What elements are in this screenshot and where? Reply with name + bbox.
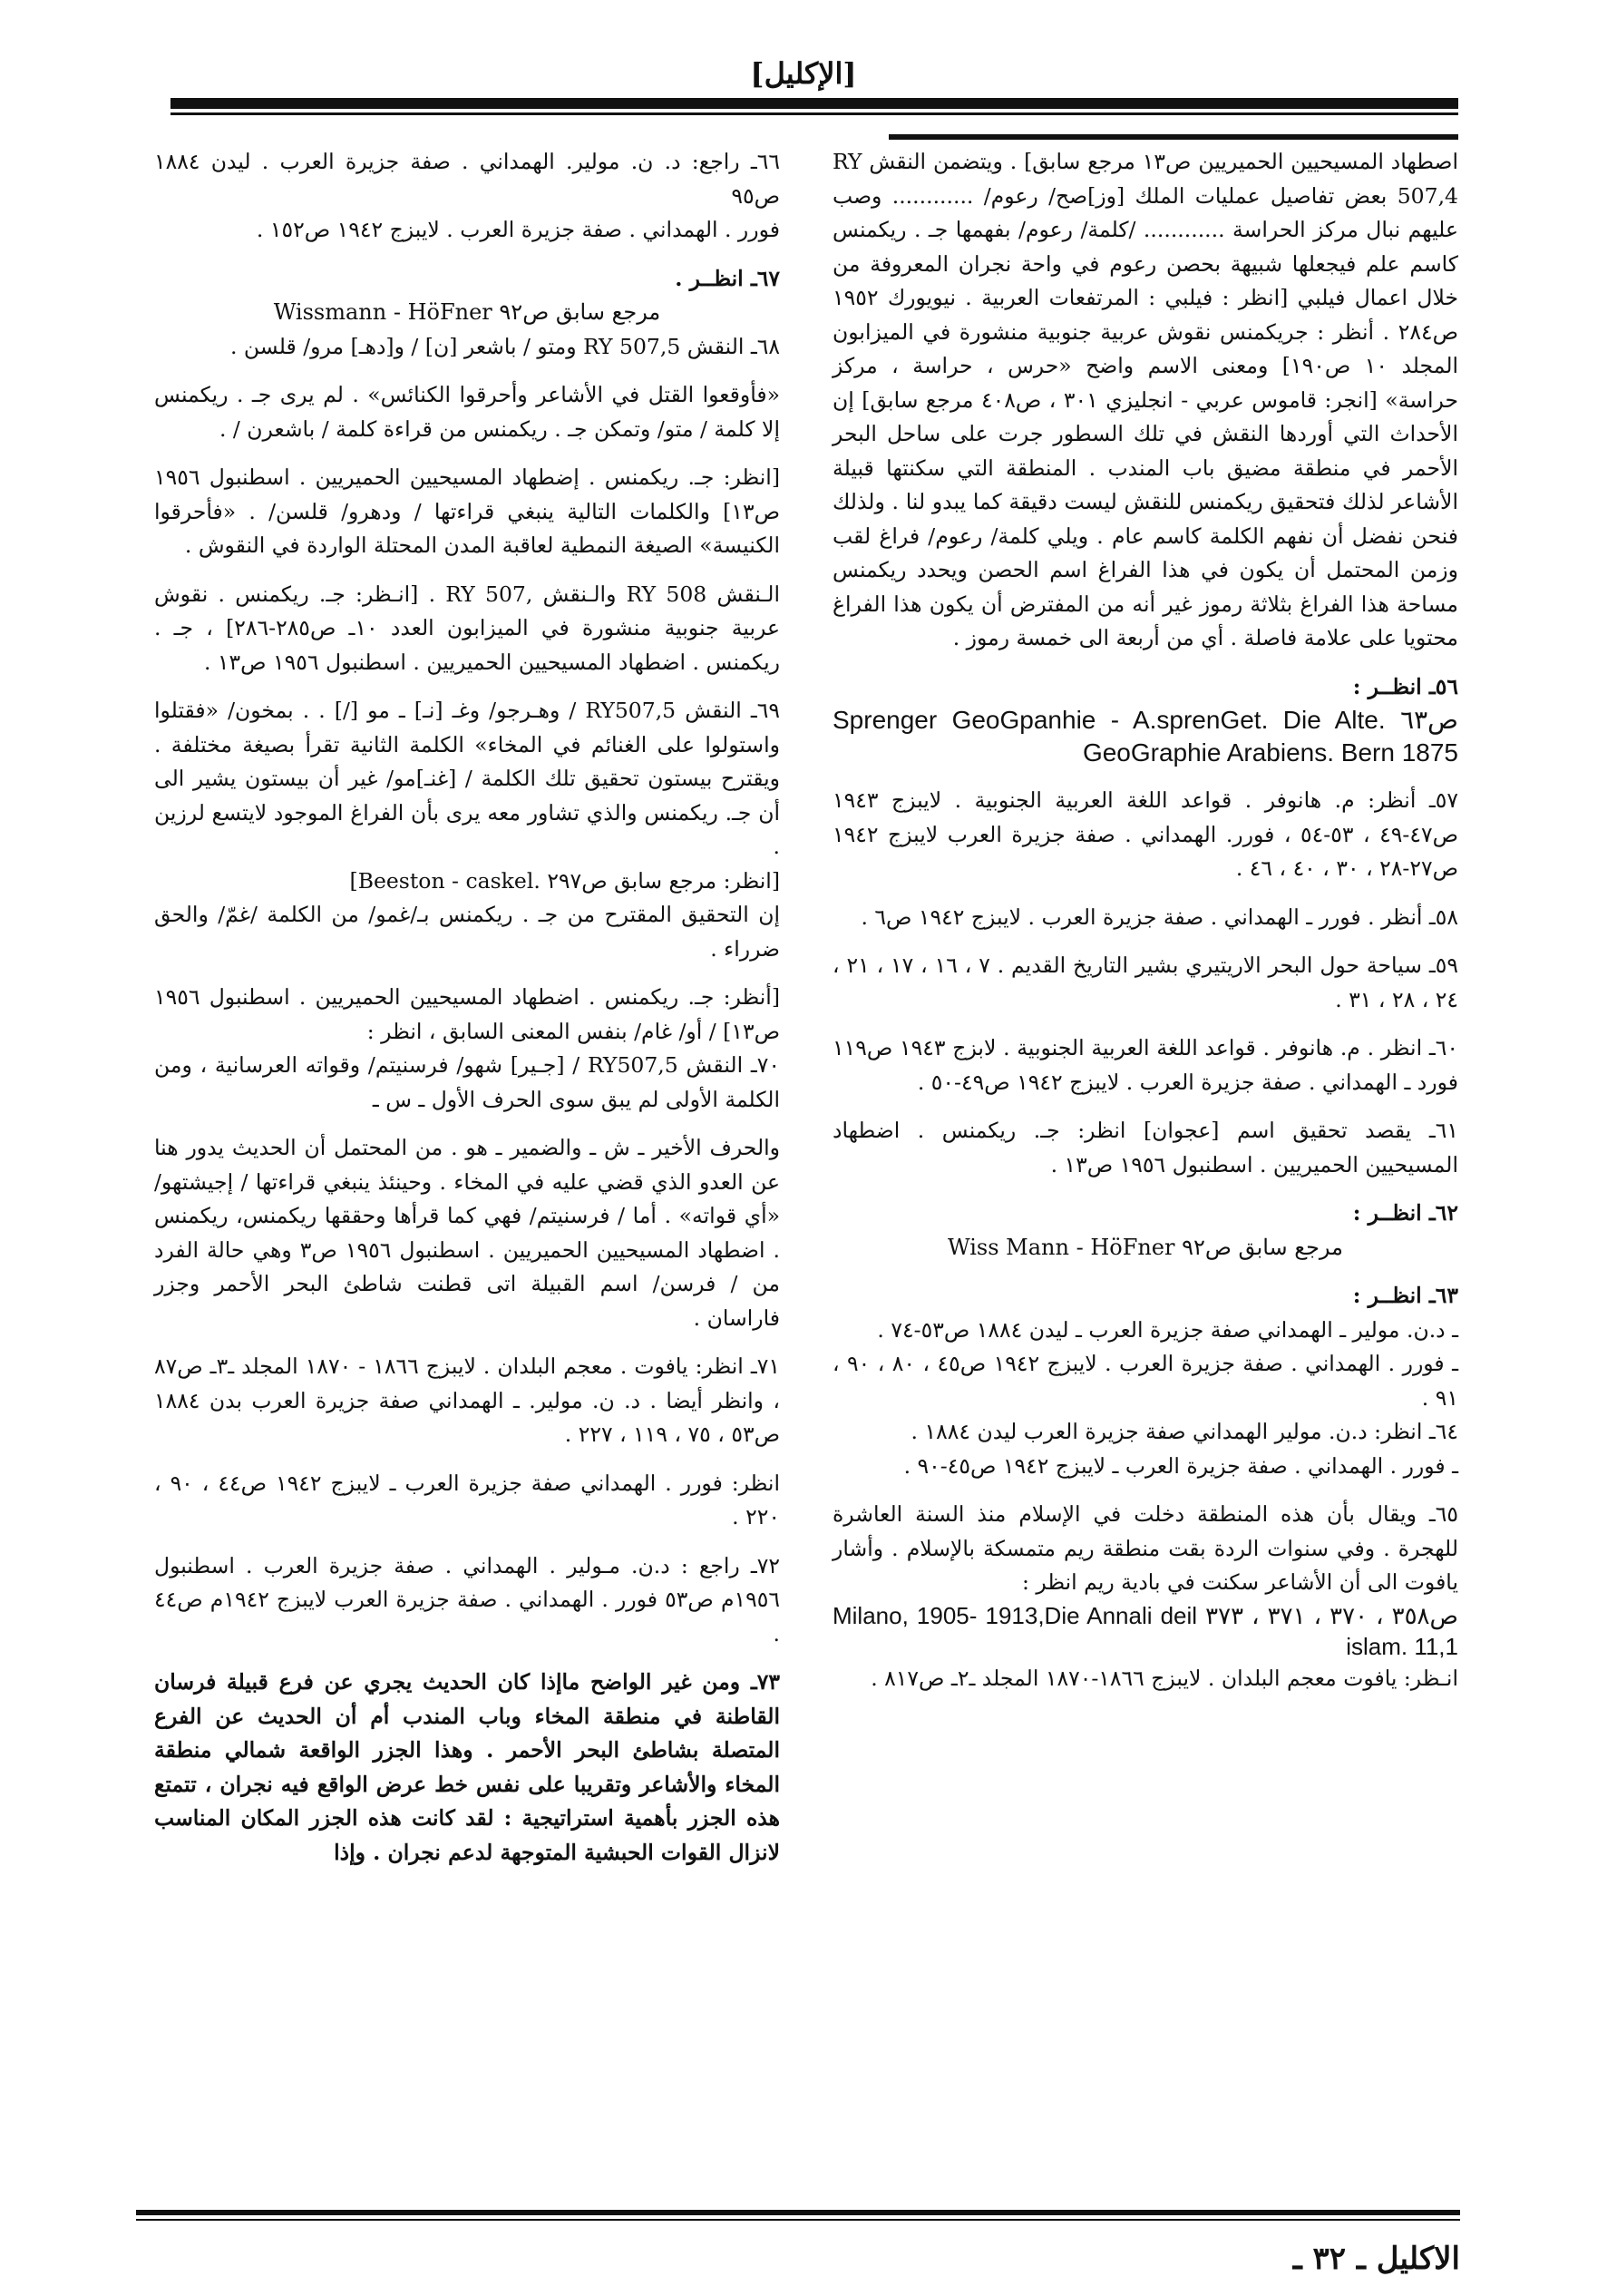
footnote-paragraph: ٧٣ـ ومن غير الواضح ماإذا كان الحديث يجري عن فرع قبيلة فرسان القاطنة في منطقة المخاء وباب المندب أم أن الحديث عن الفرع المتصلة بشاطئ البحر الأحمر . وهذا الجزر الواقعة شمالي منطقة المخاء والأشاعر وتقريبا على نفس خط عرض الواقع فيه نجران ، تتمتع هذه الجزر بأهمية استراتيجية : لقد كانت هذه الجزر المكان المناسب لانزال القوات الحبشية المتوجهة لدعم نجران . وإذا	[154, 1669, 780, 1865]
footnote-paragraph: ٧١ـ انظر: يافوت . معجم البلدان . لايبزج ١٨٦٦ - ١٨٧٠ المجلد ـ٣ـ ص٨٧ ، وانظر أيضا . د. ن. مولير. ـ الهمداني صفة جزيرة العرب بدن ١٨٨٤ ص٥٣ ، ٧٥ ، ١١٩ ، ٢٢٧ .	[154, 1353, 780, 1447]
footnote-paragraph: [أنظر: جـ. ريكمنس . اضطهاد المسيحيين الحميريين . اسطنبول ١٩٥٦ ص١٣] / أو/ غام/ بنفس المعنى السابق ، انظر :	[154, 984, 780, 1044]
footnote-heading: ٦٢ـ انظــر :	[1352, 1200, 1458, 1226]
footnote-reference: ص٣٥٨ ، ٣٧٠ ، ٣٧١ ، ٣٧٣ Milano, 1905- 1913,Die Annali deil islam. 11,1	[833, 1601, 1458, 1660]
footnote-paragraph: ٦٤ـ انظر: د.ن. مولير الهمداني صفة جزيرة العرب ليدن ١٨٨٤ .	[911, 1419, 1458, 1444]
footer-rule-thick	[136, 2210, 1460, 2215]
footnote-paragraph: ـ فورر . الهمداني . صفة جزيرة العرب . لايبزج ١٩٤٢ ص٤٥ ، ٨٠ ، ٩٠ ، ٩١ .	[833, 1351, 1458, 1411]
footnote-paragraph: ٦٨ـ النقش RY 507,5 ومتو / باشعر [ن] / و[دهـ] مرو/ قلسن .	[229, 333, 780, 359]
header-rule-thick	[170, 98, 1458, 109]
footnote-paragraph: «فأوقعوا القتل في الأشاعر وأحرقوا الكنائس» . لم يرى جـ . ريكمنس إلا كلمة / متو/ وتمكن جـ . ريكمنس من قراءة كلمة / باشعرن / .	[154, 382, 780, 442]
footnote-paragraph: ٦٥ـ ويقال بأن هذه المنطقة دخلت في الإسلام منذ السنة العاشرة للهجرة . وفي سنوات الردة بقت منطقة ريم متمسكة بالإسلام . وأشار يافوت الى أن الأشاعر سكنت في بادية ريم انظر :	[833, 1501, 1458, 1595]
header-rule-thin	[170, 112, 1458, 115]
footnote-paragraph: فورر . الهمداني . صفة جزيرة العرب . لايبزج ١٩٤٢ ص١٥٢ .	[256, 217, 780, 242]
footnote-paragraph: [انظر: جـ. ريكمنس . إضطهاد المسيحيين الحميريين . اسطنبول ١٩٥٦ ص١٣] والكلمات التالية ينبغي قراءتها / ودهرو/ قلسن/ . «فأحرقوا الكنيسة» الصيغة النمطية لعاقبة المدن المحتلة الواردة في النقوش .	[154, 464, 780, 558]
page-header-title: [الإكليل]	[750, 56, 857, 91]
footnote-paragraph: ٦١ـ يقصد تحقيق اسم [عجوان] انظر: جـ. ريكمنس . اضطهاد المسيحيين الحميريين . اسطنبول ١٩٥٦ ص١٣ .	[833, 1118, 1458, 1177]
right-column	[833, 145, 1458, 1710]
footnote-heading: ٦٣ـ انظــر :	[1352, 1283, 1458, 1308]
footnote-paragraph: ٥٨ـ أنظر . فورر ـ الهمداني . صفة جزيرة العرب . لايبزج ١٩٤٢ ص٦ .	[861, 904, 1458, 930]
header-rule-short	[889, 134, 1458, 140]
footnote-paragraph: ٥٩ـ سياحة حول البحر الاريتيري بشير التاريخ القديم . ٧ ، ١٦ ، ١٧ ، ٢١ ، ٢٤ ، ٢٨ ، ٣١ .	[833, 953, 1458, 1012]
footnote-paragraph: انـظر: يافوت معجم البلدان . لايبزج ١٨٦٦-١٨٧٠ المجلد ـ٢ـ ص٨١٧ .	[871, 1665, 1458, 1691]
footnote-paragraph: ـ فورر . الهمداني . صفة جزيرة العرب ـ لايبزج ١٩٤٢ ص٤٥-٩٠ .	[903, 1452, 1458, 1479]
footnote-reference: ص٦٣ .Sprenger GeoGpanhie - A.sprenGet. Die Alte GeoGraphie Arabiens. Bern 1875	[833, 706, 1458, 767]
footnote-reference: مرجع سابق ص٩٢ Wiss Mann - HöFner	[947, 1234, 1344, 1260]
footnote-heading: ٦٧ـ انظــر .	[675, 265, 780, 291]
footnote-paragraph: ٦٩ـ النقش RY507,5 / وهـرجو/ وغـ [نـ] ـ مو [/] . . بمخون/ «فقتلوا واستولوا على الغنائم في المخاء» الكلمة الثانية تقرأ بصيغة مختلفة . ويقترح بيستون تحقيق تلك الكلمة / [غنـ]مو/ غير أن بيستون يشير الى أن جـ. ريكمنس والذي تشاور معه يرى بأن الفراغ الموجود لايتسع لرزين .	[154, 698, 780, 859]
footnote-heading: ٥٦ـ انظــر :	[1352, 673, 1458, 699]
footnote-reference: مرجع سابق ص٩٢ Wissmann - HöFner	[273, 299, 661, 325]
footnote-paragraph: الـنقش RY 508 والـنقش ,RY 507 . [انـظر: جـ. ريكمنس . نقوش عربية جنوبية منشورة في الميزابون العدد ١٠ـ ص٢٨٥-٢٨٦] ، جـ . ريكمنس . اضطهاد المسيحيين الحميريين . اسطنبول ١٩٥٦ ص١٣ .	[154, 581, 780, 675]
footnote-paragraph: ٧٢ـ راجع : د.ن. مـولير . الهمداني . صفة جزيرة العرب . اسطنبول ١٩٥٦م ص٥٣ فورر . الهمداني . صفة جزيرة العرب لايبزج ١٩٤٢م ص٤٤ .	[154, 1552, 780, 1646]
left-column	[154, 145, 780, 1884]
footnote-paragraph: ـ د.ن. مولير ـ الهمداني صفة جزيرة العرب ـ ليدن ١٨٨٤ ص٥٣-٧٤ .	[877, 1316, 1458, 1343]
footnote-reference: [انظر: مرجع سابق ص٢٩٧ .Beeston - caskel]	[349, 867, 780, 894]
footer-rule-thin	[136, 2219, 1460, 2221]
footnote-paragraph: ٧٠ـ النقش RY507,5 / [جـير] شهو/ فرسنيتم/ وقواته العرسانية ، ومن الكلمة الأولى لم يبق سوى الحرف الأول ـ س ـ	[154, 1052, 780, 1112]
footnote-paragraph: ٦٠ـ انظر . م. هانوفر . قواعد اللغة العربية الجنوبية . لابزج ١٩٤٣ ص١١٩ فورد ـ الهمداني . صفة جزيرة العرب . لايبزج ١٩٤٢ ص٤٩-٥٠ .	[833, 1035, 1458, 1095]
footnote-paragraph: والحرف الأخير ـ ش ـ والضمير ـ هو . من المحتمل أن الحديث يدور هنا عن العدو الذي قضي عليه في المخاء . وحينئذ ينبغي قراءتها / إجيشتهو/ «أي قواته» . أما / فرسنيتم/ فهي كما قرأها وحققها ريكمنس، ريكمنس . اضطهاد المسيحيين الحميريين . اسطنبول ١٩٥٦ ص٣ وهي حالة الفرد من / فرسن/ اسم القبيلة اتى قطنت شاطئ البحر الأحمر وجزر فاراسان .	[154, 1135, 780, 1331]
page-footer-label: الاكليل ـ ٣٢ ـ	[1292, 2241, 1460, 2277]
footnote-paragraph: اصطهاد المسيحيين الحميريين ص١٣ مرجع سابق] . ويتضمن النقش RY 507,4 بعض تفاصيل عمليات الملك [وز]صح/ رعوم/ ............ وصب عليهم نبال مركز الحراسة ............ /كلمة/ رعوم/ بفهمها جـ . ريكمنس كاسم علم فيجعلها شبيهة بحصن رعوم في واحة نجران المعروفة من خلال اعمال فيلبي [انظر : فيلبي : المرتفعات العربية . نيويورك ١٩٥٢ ص٢٨٤ . أنظر : جريكمنس نقوش عربية جنوبية منشورة في الميزابون المجلد ١٠ ص١٩٠] ومعنى الاسم واضح «حرس ، حراسة ، مركز حراسة» [انجر: قاموس عربي - انجليزي ٣٠١ ، ص٤٠٨ مرجع سابق] إن الأحداث التي أوردها النقش في تلك السطور جرت على ساحل البحر الأحمر في منطقة مضيق باب المندب . المنطقة التي سكنتها قبيلة الأشاعر لذلك فتحقيق ريكمنس للنقش ليست دقيقة كما يبدو لنا . ولذلك فنحن نفضل أن نفهم الكلمة كاسم عام . ويلي كلمة/ رعوم/ فراغ لقب وزمن المحتمل أن يكون في هذا الفراغ اسم الحصن ويحدد ريكمنس مساحة هذا الفراغ بثلاثة رموز غير أنه من المفترض أن يكون هذا الفراغ محتويا على علامة فاصلة . أي من أربعة الى خمسة رموز .	[833, 149, 1459, 650]
footnote-paragraph: ٥٧ـ أنظر: م. هانوفر . قواعد اللغة العربية الجنوبية . لايبزج ١٩٤٣ ص٤٧-٤٩ ، ٥٣-٥٤ ، فورر. الهمداني . صفة جزيرة العرب لايبزج ١٩٤٢ ص٢٧-٢٨ ، ٣٠ ، ٤٠ ، ٤٦ .	[833, 787, 1458, 881]
footnote-paragraph: إن التحقيق المقترح من جـ . ريكمنس بـ/غمو/ من الكلمة /غمّ/ والحق ضرراء .	[154, 902, 780, 962]
footnote-paragraph: انظر: فورر . الهمداني صفة جزيرة العرب ـ لايبزج ١٩٤٢ ص٤٤ ، ٩٠ ، ٢٢٠ .	[154, 1470, 780, 1529]
footnote-paragraph: ٦٦ـ راجع: د. ن. مولير. الهمداني . صفة جزيرة العرب . ليدن ١٨٨٤ ص٩٥	[154, 149, 780, 209]
